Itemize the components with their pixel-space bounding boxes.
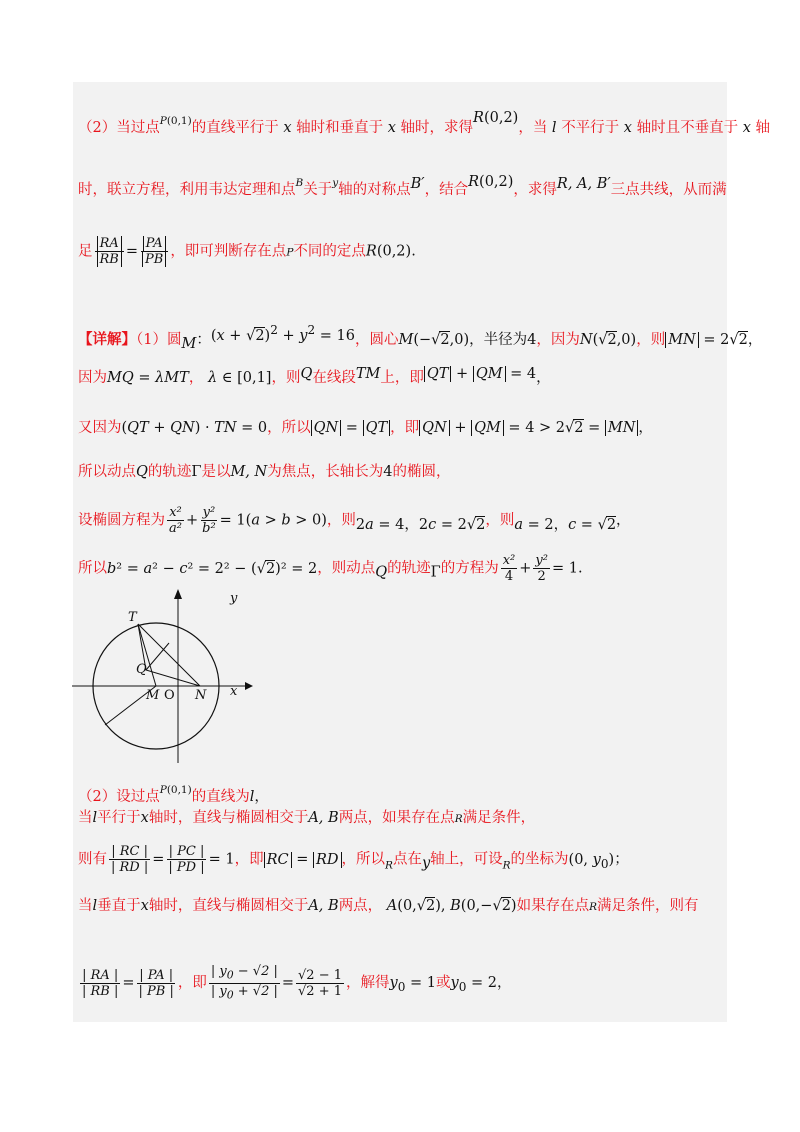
y-axis-arrow: [174, 589, 182, 599]
detail-line-2: 因为MQ = λMT， λ ∈ [0,1]，则Q在线段TM上，即 QT + QM = 4，: [78, 366, 551, 386]
intro-line-2: 时，联立方程，利用韦达定理和点$^B$关于$^y$轴的对称点B′，结合R(0,2)，求得R, A, B′三点共线，从而满: [78, 174, 727, 198]
label-x: x: [230, 684, 238, 699]
detail-line-6: 所以b² = a² − c² = 2² − (√2)² = 2，则动点Q的轨迹Γ的方程为 $\frac{\text{x²}}{4}$ + $\frac{\text{y²}}{2}$ = 1.: [78, 553, 583, 584]
label-y: y: [230, 591, 238, 606]
intro-line-1: （2）当过点$^{P(0,1)}$的直线平行于 x 轴时和垂直于 x 轴时，求得R(0,2)，当 l 不平行于 x 轴时且不垂直于 x 轴: [78, 110, 770, 136]
detail-line-1: 【详解】（1）圆M：$(x + √2)^2 + y^2 = 16$，圆心M(−√2,0)，半径为4，因为N(√2,0)，则 MN = 2√2，: [78, 323, 763, 352]
intro-line-3: 足 $\frac{RA}{RB}$ = $\frac{PA}{PB}$ ，即可判断存在点P不同的定点R(0,2).: [78, 236, 416, 267]
part2-line-3: 则有 $\frac{| RC |}{| RD |}$ = $\frac{| PC |}{| PD |}$ = 1，即 RC = RD ，所以$_R$点在y轴上，可设$_R$的坐标为(0, $y_0$)；: [78, 844, 629, 875]
detail-line-4: 所以动点Q的轨迹Γ是以M, N为焦点，长轴长为4的椭圆，: [78, 464, 451, 480]
part2-line-1: （2）设过点$^{P(0,1)}$的直线为l，: [78, 784, 269, 805]
label-q: Q: [136, 662, 147, 677]
label-n: N: [195, 688, 207, 703]
part2-line-4: 当l垂直于x轴时，直线与椭圆相交于A, B两点， A(0,√2), B(0,−√2)如果存在点R满足条件，则有: [78, 898, 699, 914]
label-t: T: [128, 610, 137, 625]
part2-line-2: 当l平行于x轴时，直线与椭圆相交于A, B两点，如果存在点R满足条件，: [78, 810, 536, 826]
part2-line-5: $\frac{| RA |}{| RB |}$ = $\frac{| PA |}{| PB |}$ ，即 $\frac{| y_0 - √2 |}{| y_0 + √2 |}$ = $\frac{√2 - 1}{√2 + 1}$ ，解得$y_0 = 1$或$y_0 = 2$，: [82, 964, 512, 1002]
geometry-figure: [60, 585, 260, 765]
detail-line-5: 设椭圆方程为 $\frac{\text{x²}}{\text{a²}}$ + $\frac{\text{y²}}{\text{b²}}$ = 1(a > b > 0)，则2a = 4，2c = 2√2，则a = 2，c = √2，: [78, 505, 631, 536]
label-o: O: [164, 688, 175, 703]
label-m: M: [146, 688, 160, 703]
detail-line-3: 又因为(QT + QN) · TN = 0，所以 QN = QT ，即 QN + QM = 4 > 2√2 = MN ，: [78, 420, 653, 436]
content-panel: [73, 82, 727, 1022]
x-axis-arrow: [245, 682, 253, 690]
